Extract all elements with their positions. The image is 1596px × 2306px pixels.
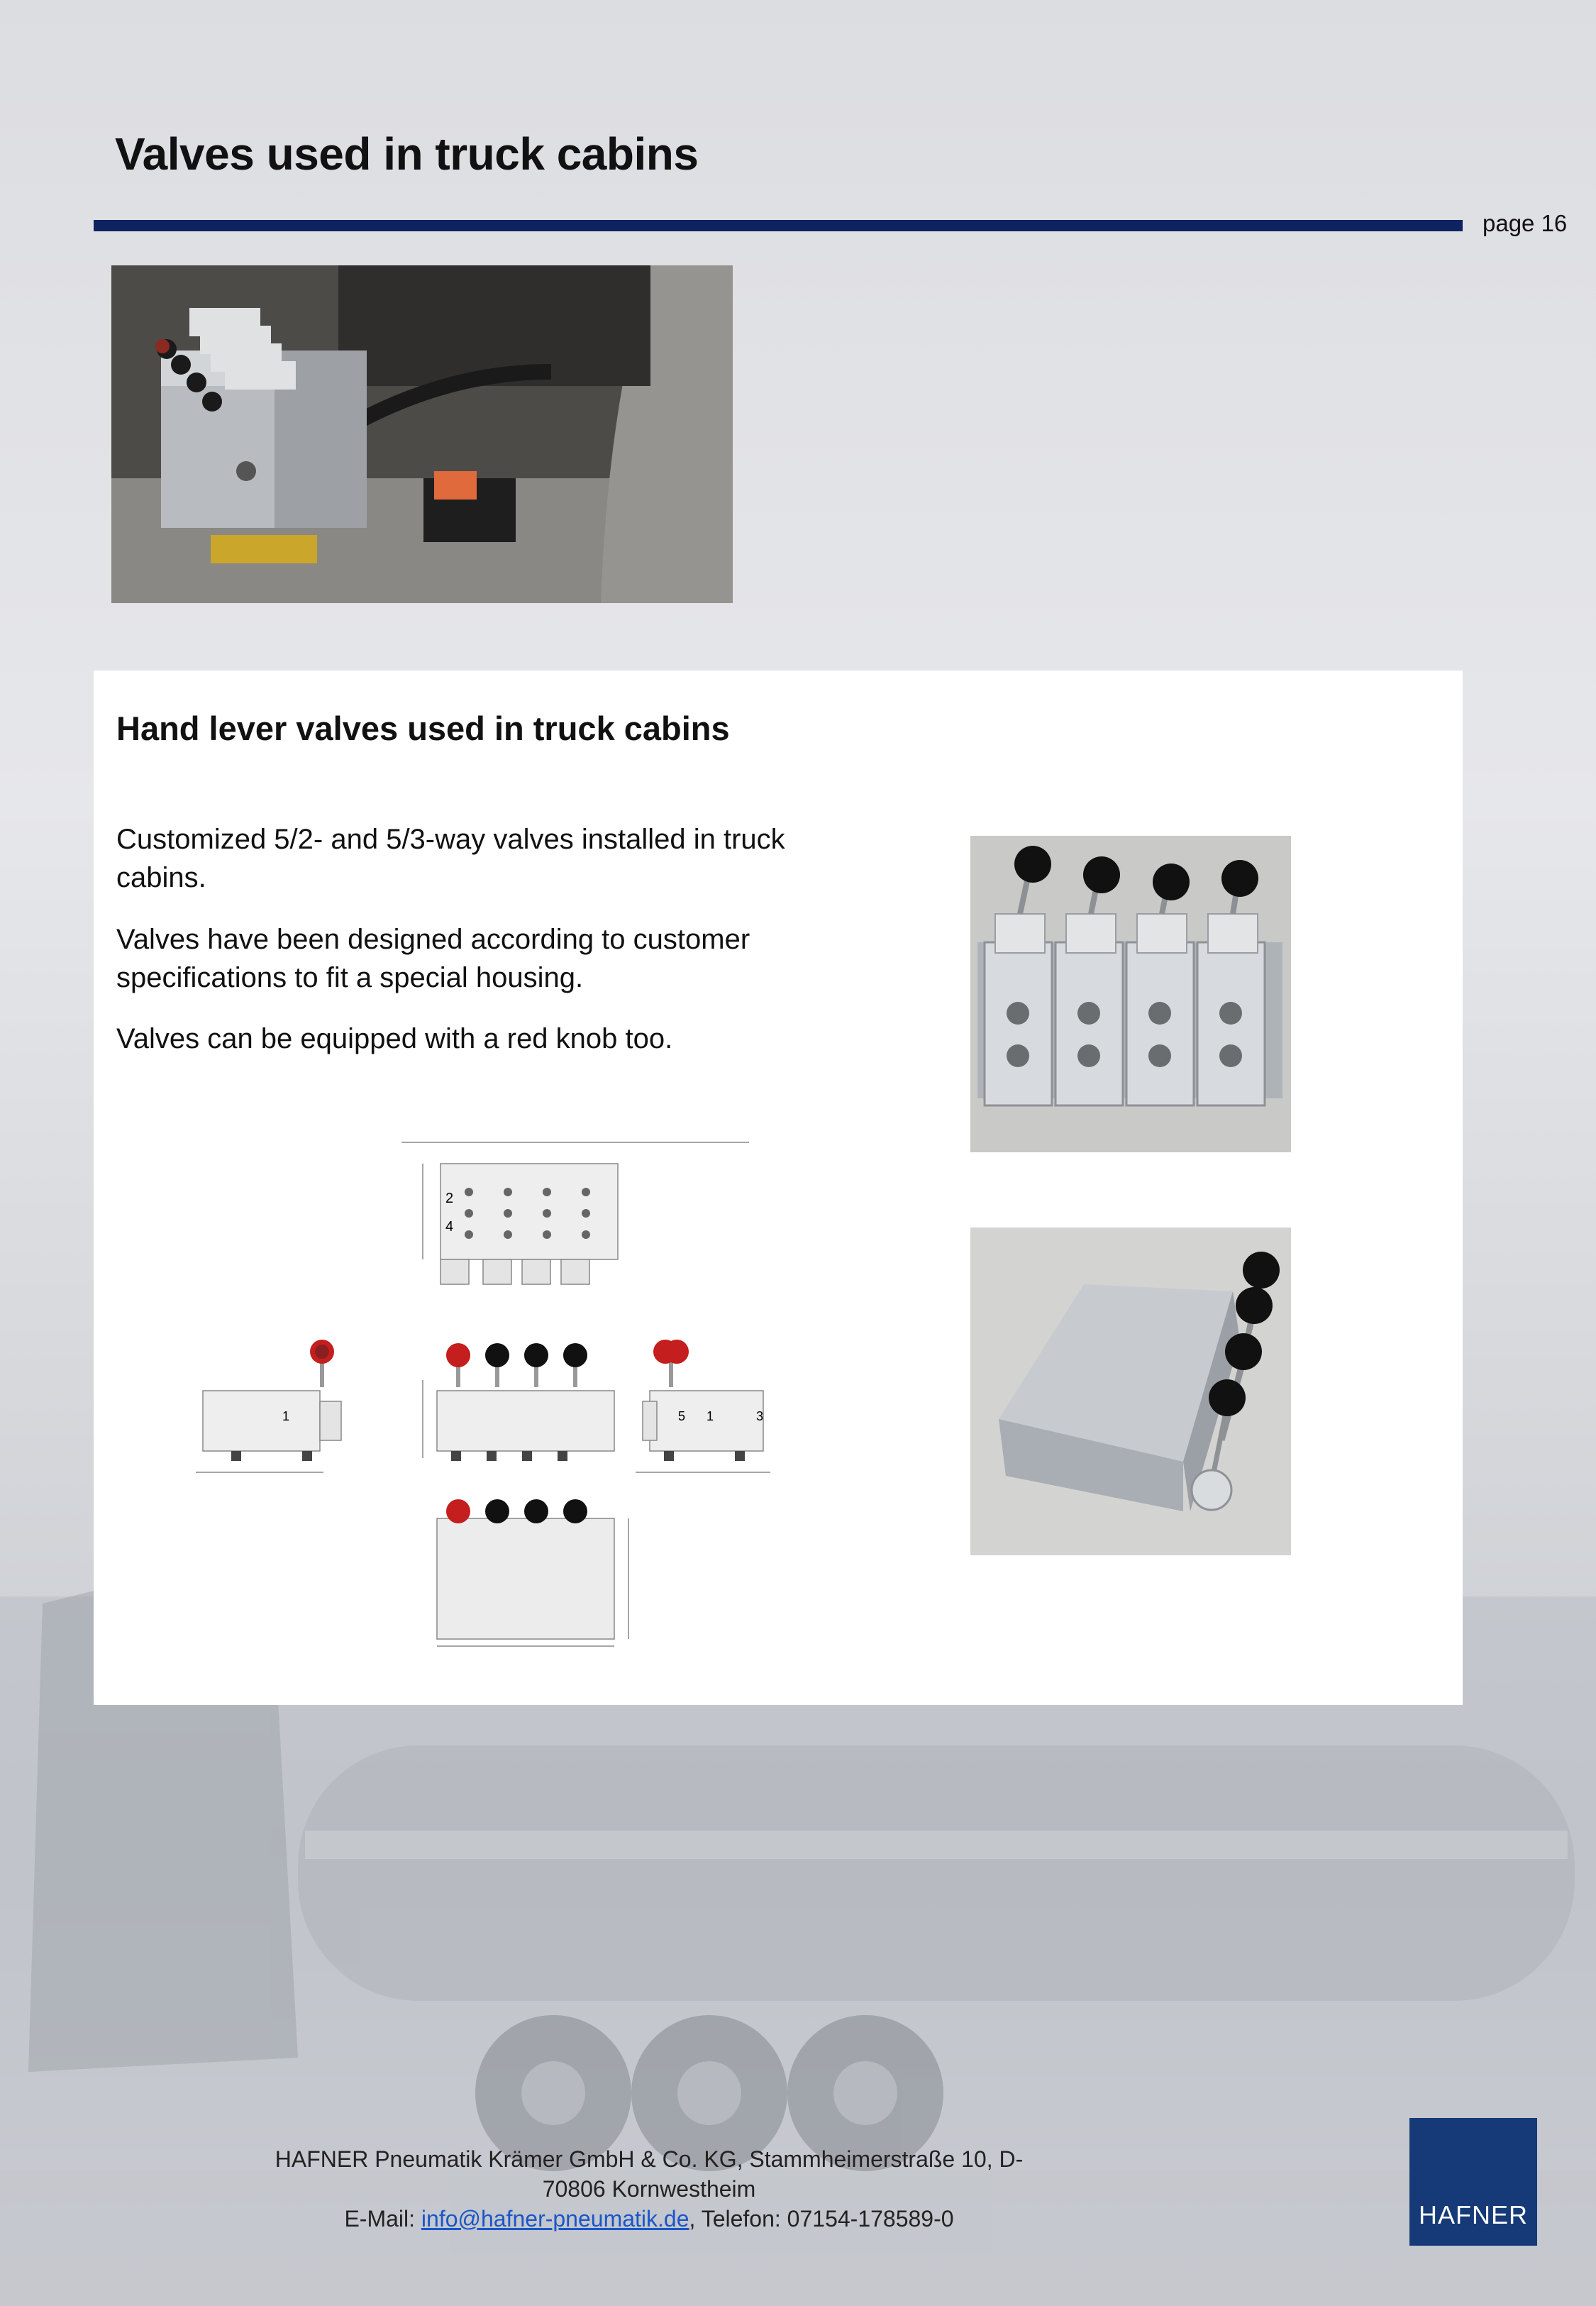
valve-housing-photo xyxy=(970,1228,1291,1555)
logo-text: HAFNER xyxy=(1418,2200,1528,2229)
footer-email-link[interactable]: info@hafner-pneumatik.de xyxy=(421,2206,689,2231)
page-number: page 16 xyxy=(1483,210,1568,236)
paragraph-3: Valves can be equipped with a red knob too. xyxy=(116,1023,673,1054)
port-label-2: 2 xyxy=(445,1191,454,1206)
footer xyxy=(255,2144,1043,2234)
port-label-5: 5 xyxy=(678,1409,686,1423)
technical-drawing xyxy=(196,1139,863,1650)
paragraph-2: Valves have been designed according to customer specifications to fit a special housing. xyxy=(116,924,750,993)
port-label-3: 3 xyxy=(756,1409,764,1423)
footer-email-prefix: E-Mail: xyxy=(344,2206,421,2231)
hafner-logo xyxy=(1409,2118,1537,2246)
port-label-4: 4 xyxy=(445,1219,454,1235)
valve-assembly-photo-front xyxy=(970,836,1291,1152)
page-title: Valves used in truck cabins xyxy=(115,128,699,180)
section-title: Hand lever valves used in truck cabins xyxy=(116,710,730,747)
footer-phone: , Telefon: 07154-178589-0 xyxy=(689,2206,954,2231)
truck-cabin-valve-photo xyxy=(111,265,733,603)
port-label-1-right: 1 xyxy=(706,1409,714,1423)
footer-address: HAFNER Pneumatik Krämer GmbH & Co. KG, Stammheimerstraße 10, D-70806 Kornwestheim xyxy=(275,2146,1024,2202)
header-rule xyxy=(94,220,1463,231)
port-label-1-left: 1 xyxy=(282,1409,290,1423)
footer-contact xyxy=(255,2204,1043,2234)
paragraph-1: Customized 5/2- and 5/3-way valves installed in truck cabins. xyxy=(116,824,785,893)
